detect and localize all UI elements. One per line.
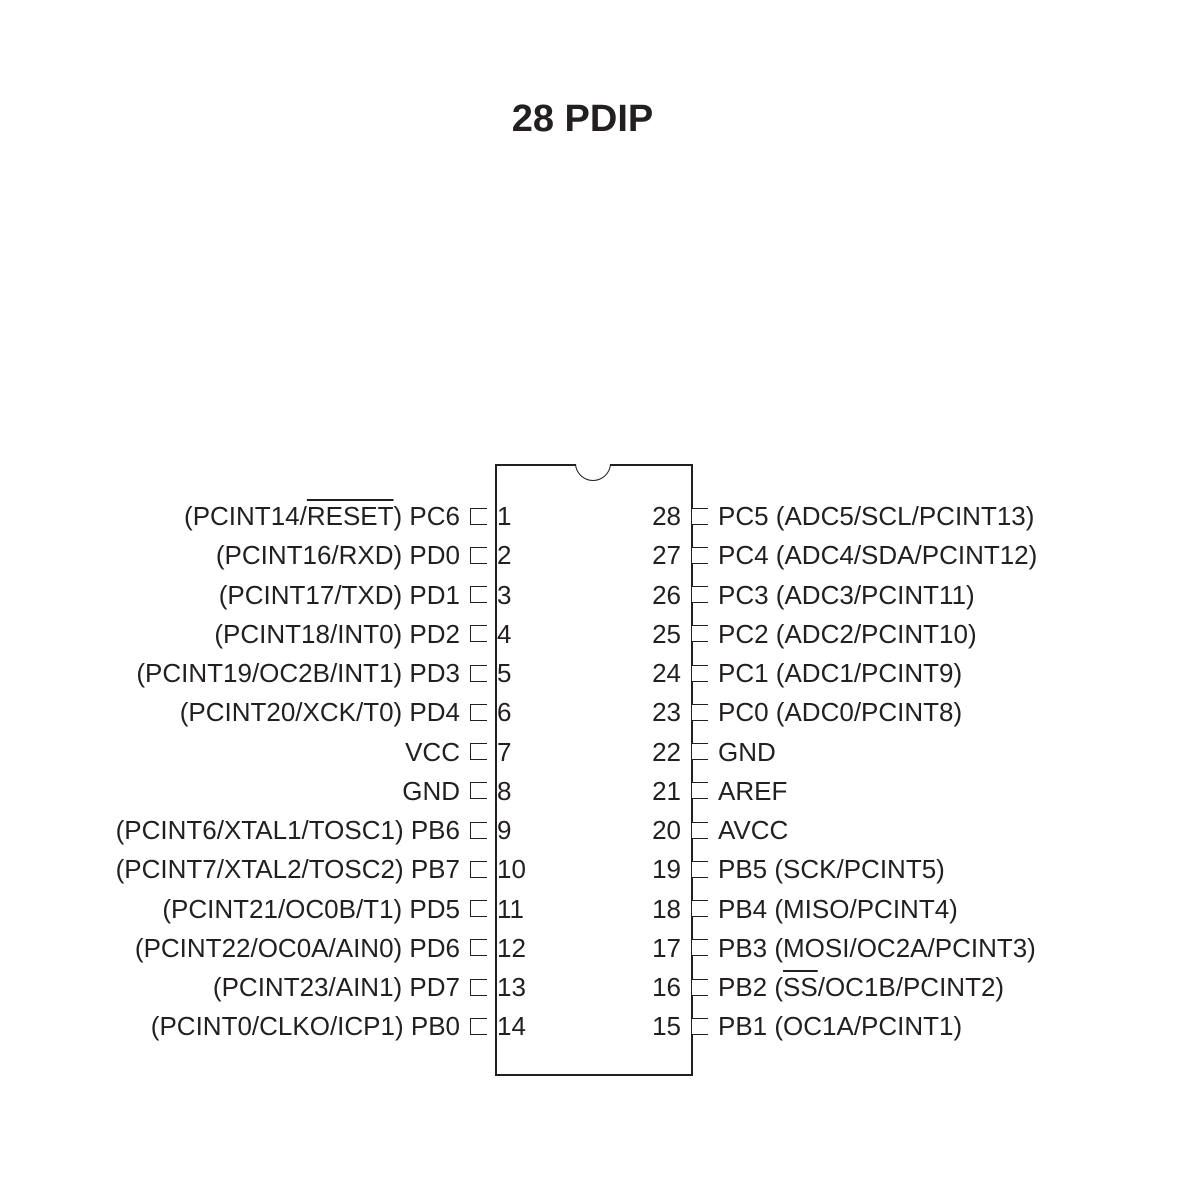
- pin-label-text: ) PC6: [393, 501, 460, 531]
- pin-label-text: PC3 (ADC3/PCINT11): [718, 579, 975, 610]
- pin-number: 10: [497, 854, 526, 885]
- pin-number: 1: [497, 501, 512, 531]
- pin-label: [718, 541, 1037, 569]
- pin-pad: [691, 861, 708, 878]
- pin-pad: [691, 586, 708, 603]
- pin-number: 7: [497, 736, 512, 767]
- pin-row-22: [641, 738, 776, 766]
- pin-row-1: [184, 502, 537, 530]
- pin-row-5: [136, 659, 537, 687]
- pin-pad: [470, 782, 487, 799]
- pin-number: 6: [497, 697, 512, 728]
- pin-label: [216, 541, 460, 569]
- pin-label: [718, 777, 787, 805]
- pin-label-text: (PCINT17/TXD) PD1: [218, 579, 460, 610]
- pin-row-10: [116, 855, 537, 883]
- pin-label: [718, 502, 1034, 530]
- pin-label-text: (PCINT18/INT0) PD2: [214, 618, 460, 649]
- page-title: 28 PDIP: [511, 98, 654, 140]
- pin-label: [219, 581, 460, 609]
- pin-pad: [691, 782, 708, 799]
- pin-pad: [470, 861, 487, 878]
- pin-label-text: PC2 (ADC2/PCINT10): [718, 618, 977, 649]
- pin-label-text: PC4 (ADC4/SDA/PCINT12): [718, 540, 1038, 571]
- pin-number: 8: [497, 775, 512, 806]
- pin-label-text: AREF: [718, 775, 788, 806]
- pin-number: 13: [497, 972, 526, 1002]
- pin-row-16: [641, 973, 1004, 1001]
- pin-pad: [691, 743, 708, 760]
- active-low-signal: RESET: [306, 501, 394, 531]
- pin-label: [402, 777, 460, 805]
- pin-pad: [691, 665, 708, 682]
- pin-label-text: (PCINT21/OC0B/T1) PD5: [162, 893, 460, 924]
- pin-row-11: [162, 895, 537, 923]
- pin-row-7: [405, 738, 537, 766]
- pin-label-text: PC5 (ADC5/SCL/PCINT13): [718, 501, 1035, 531]
- pin-row-25: [641, 620, 977, 648]
- pin-label-text: PC0 (ADC0/PCINT8): [718, 697, 963, 728]
- pin-label-text: (PCINT7/XTAL2/TOSC2) PB7: [115, 854, 460, 885]
- pin-number: 28: [652, 501, 681, 531]
- pin-number: 9: [497, 815, 512, 845]
- pin-row-27: [641, 541, 1037, 569]
- pin-number: 14: [497, 1011, 526, 1042]
- pin-number: 3: [497, 579, 512, 610]
- pin-label-text: (PCINT16/RXD) PD0: [215, 540, 460, 571]
- pin-pad: [470, 979, 487, 996]
- pin-number: 12: [497, 932, 526, 963]
- pin-label-text: AVCC: [718, 815, 789, 845]
- pin-number: 16: [652, 972, 681, 1002]
- pin-number: 20: [652, 815, 681, 845]
- pin-label: [718, 659, 962, 687]
- pin-label-text: GND: [402, 775, 460, 806]
- pin-label: [116, 816, 460, 844]
- pin-number: 11: [497, 893, 524, 924]
- pin-label-text: /OC1B/PCINT2): [817, 972, 1005, 1002]
- pin-row-18: [641, 895, 958, 923]
- pin-pad: [691, 625, 708, 642]
- pin-pad: [470, 625, 487, 642]
- pin-label: [718, 1012, 962, 1040]
- pin-row-24: [641, 659, 962, 687]
- pin-pad: [691, 939, 708, 956]
- pin-label-text: (PCINT6/XTAL1/TOSC1) PB6: [115, 815, 460, 845]
- pin-label: [214, 620, 460, 648]
- pin-row-23: [641, 698, 962, 726]
- pin-label-text: (PCINT14/: [184, 501, 307, 531]
- pin-label-text: PB3 (MOSI/OC2A/PCINT3): [718, 932, 1036, 963]
- pin-row-26: [641, 581, 975, 609]
- active-low-signal: $\overline{SS}$: [783, 972, 818, 1002]
- pin-number: 21: [652, 775, 681, 806]
- pin-label: [405, 738, 460, 766]
- pin-number: 5: [497, 658, 512, 688]
- pin-pad: [470, 508, 487, 525]
- pin-row-3: [219, 581, 537, 609]
- pin-number: 22: [652, 736, 681, 767]
- pin-number: 23: [652, 697, 681, 728]
- pin-label-text: VCC: [405, 736, 460, 767]
- pin-pad: [691, 508, 708, 525]
- pin-pad: [470, 704, 487, 721]
- pin-number: 19: [652, 854, 681, 885]
- pin-number: 27: [652, 540, 681, 571]
- pin-label-text: (PCINT19/OC2B/INT1) PD3: [136, 658, 460, 688]
- pin-pad: [691, 979, 708, 996]
- pin-label-text: PB4 (MISO/PCINT4): [718, 893, 958, 924]
- pin-label: [718, 620, 977, 648]
- pin-row-8: [402, 777, 537, 805]
- pin-label-text: PB5 (SCK/PCINT5): [718, 854, 945, 885]
- pin-label: [116, 855, 460, 883]
- pin-label: [136, 659, 460, 687]
- pin-pad: [470, 743, 487, 760]
- pin-label: [718, 738, 776, 766]
- pin-number: 4: [497, 618, 512, 649]
- pin1-notch: [575, 464, 611, 483]
- pin-pad: [470, 665, 487, 682]
- pin-number: 25: [652, 618, 681, 649]
- pin-label-text: GND: [718, 736, 776, 767]
- pin-label: [718, 895, 958, 923]
- pin-label: [718, 934, 1036, 962]
- pin-label: [718, 698, 962, 726]
- pin-row-2: [216, 541, 537, 569]
- pin-number: 2: [497, 540, 512, 571]
- pin-label: [718, 581, 975, 609]
- pin-label: [162, 895, 460, 923]
- pin-row-20: [641, 816, 788, 844]
- pin-pad: [470, 939, 487, 956]
- pin-label: [180, 698, 460, 726]
- pin-label: [718, 855, 945, 883]
- pin-label: [213, 973, 460, 1001]
- pin-pad: [470, 547, 487, 564]
- pin-pad: [470, 822, 487, 839]
- pin-row-9: [116, 816, 537, 844]
- pin-row-14: [151, 1012, 537, 1040]
- pin-row-21: [641, 777, 787, 805]
- pin-number: 26: [652, 579, 681, 610]
- pin-number: 15: [652, 1011, 681, 1042]
- pin-label-text: PB2 (: [718, 972, 784, 1002]
- pin-row-13: [213, 973, 537, 1001]
- pin-pad: [691, 822, 708, 839]
- pin-label: [718, 973, 1004, 1001]
- pin-row-12: [135, 934, 537, 962]
- pin-pad: [470, 586, 487, 603]
- pin-pad: [470, 1018, 487, 1035]
- pin-number: 17: [652, 932, 681, 963]
- pin-row-15: [641, 1012, 962, 1040]
- pin-label: [718, 816, 788, 844]
- pin-row-4: [214, 620, 537, 648]
- pin-row-17: [641, 934, 1036, 962]
- pin-label: [184, 502, 460, 530]
- pin-pad: [691, 547, 708, 564]
- pin-label-text: (PCINT20/XCK/T0) PD4: [179, 697, 460, 728]
- pin-label-text: (PCINT0/CLKO/ICP1) PB0: [150, 1011, 460, 1042]
- pin-label: [151, 1012, 460, 1040]
- pin-pad: [691, 900, 708, 917]
- pin-number: 18: [652, 893, 681, 924]
- pin-pad: [691, 704, 708, 721]
- pin-label: [135, 934, 460, 962]
- pin-row-28: [641, 502, 1034, 530]
- pin-label-text: (PCINT23/AIN1) PD7: [212, 972, 460, 1002]
- pin-label-text: PB1 (OC1A/PCINT1): [718, 1011, 963, 1042]
- pin-pad: [470, 900, 487, 917]
- pin-row-6: [180, 698, 537, 726]
- pin-pad: [691, 1018, 708, 1035]
- pin-label-text: PC1 (ADC1/PCINT9): [718, 658, 963, 688]
- pin-number: 24: [652, 658, 681, 688]
- pin-row-19: [641, 855, 945, 883]
- pin-label-text: (PCINT22/OC0A/AIN0) PD6: [134, 932, 460, 963]
